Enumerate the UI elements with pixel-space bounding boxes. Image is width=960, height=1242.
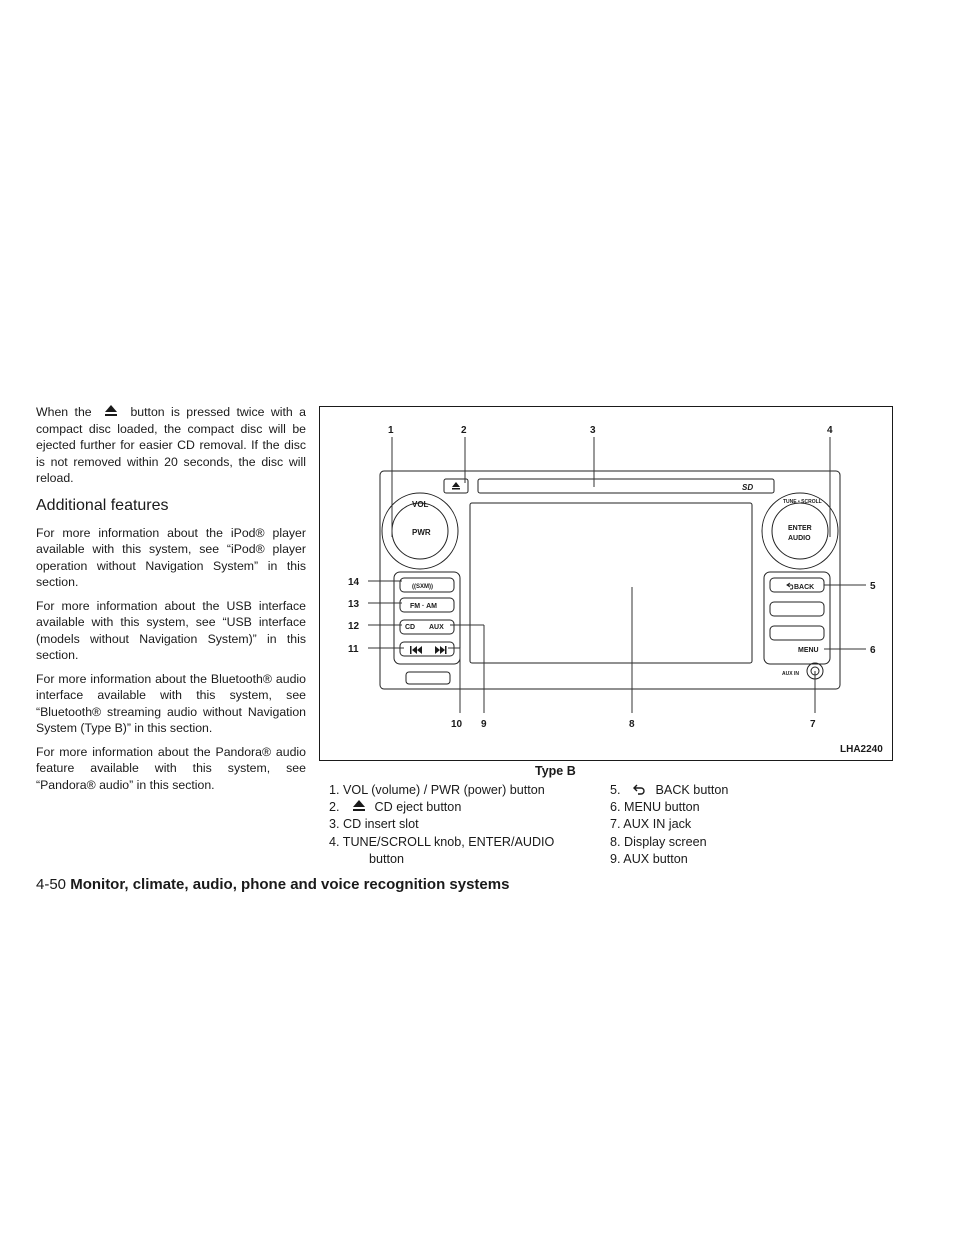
callout-12: 12 xyxy=(348,621,360,632)
sxm-label: ((SXM)) xyxy=(412,584,433,590)
legend-item-6: 6. MENU button xyxy=(610,800,700,815)
legend-item-5 xyxy=(610,782,810,799)
section-title: Additional features xyxy=(36,496,169,514)
legend-item-2 xyxy=(329,799,599,816)
button-blank-right-2 xyxy=(770,626,824,640)
legend-item-8: 8. Display screen xyxy=(610,834,707,849)
legend-left xyxy=(329,782,599,868)
back-arrow-glyph xyxy=(787,583,793,589)
callout-9: 9 xyxy=(481,719,487,730)
button-blank xyxy=(406,672,450,684)
callout-11: 11 xyxy=(348,644,359,655)
legend-item-7: 7. AUX IN jack xyxy=(610,817,692,832)
legend-item-2-text: CD eject button xyxy=(374,800,462,815)
figure-code: LHA2240 xyxy=(840,744,883,755)
paragraph-bluetooth: For more information about the Bluetooth® audio interface available with this system, see “Bluetooth® streaming audio without Navigation System (Type B)” in this section. xyxy=(36,671,306,735)
eject-glyph xyxy=(452,482,460,487)
prev-track-icon xyxy=(412,646,417,654)
callout-2: 2 xyxy=(461,425,467,436)
figure-caption: Type B xyxy=(535,764,576,778)
back-label: BACK xyxy=(794,584,815,591)
aux-in-label: AUX IN xyxy=(782,671,799,677)
callout-13: 13 xyxy=(348,599,360,610)
audio-unit-diagram xyxy=(320,407,892,760)
audio-unit-figure xyxy=(319,406,893,761)
next-track-icon xyxy=(435,646,440,654)
cd-label: CD xyxy=(405,624,416,631)
callout-5: 5 xyxy=(870,581,876,592)
legend-item-5-text: BACK button xyxy=(655,783,729,797)
enter-label: ENTER xyxy=(788,525,812,532)
audio-label: AUDIO xyxy=(788,535,811,542)
pwr-label: PWR xyxy=(412,528,431,537)
callout-7: 7 xyxy=(810,719,816,730)
page-number: 4-50 xyxy=(36,876,67,893)
callout-10: 10 xyxy=(451,719,463,730)
cd-slot-bar xyxy=(478,479,774,493)
legend-item-1: 1. VOL (volume) / PWR (power) button xyxy=(329,783,545,797)
legend-item-2-number: 2. xyxy=(329,800,340,815)
legend-item-4-continued: button xyxy=(369,851,405,866)
sd-label: SD xyxy=(742,483,754,492)
back-arrow-icon xyxy=(624,783,652,795)
callout-6: 6 xyxy=(870,645,876,656)
button-blank-right-1 xyxy=(770,602,824,616)
paragraph-ipod: For more information about the iPod® player available with this system, see “iPod® player operation without Navigation System” in this section. xyxy=(36,525,306,589)
callout-3: 3 xyxy=(590,425,596,436)
display-screen xyxy=(470,503,752,663)
legend-right xyxy=(610,782,810,868)
chapter-title: Monitor, climate, audio, phone and voice recognition systems xyxy=(70,876,510,893)
vol-label: VOL xyxy=(412,500,429,509)
eject-icon xyxy=(343,800,371,812)
callout-14: 14 xyxy=(348,577,360,588)
aux-label: AUX xyxy=(429,624,444,631)
intro-paragraph xyxy=(36,404,306,487)
callout-8: 8 xyxy=(629,719,635,730)
legend-item-4: 4. TUNE/SCROLL knob, ENTER/AUDIO xyxy=(329,834,555,849)
intro-prefix: When the xyxy=(36,405,92,419)
paragraph-usb: For more information about the USB interface available with this system, see “USB interface (models without Navigation System)” in this section. xyxy=(36,598,306,662)
eject-icon xyxy=(98,405,124,417)
legend-item-3: 3. CD insert slot xyxy=(329,817,419,832)
callout-4: 4 xyxy=(827,425,833,436)
tune-scroll-label: TUNE • SCROLL xyxy=(783,499,822,505)
intro-text: button is pressed twice with a compact disc loaded, the compact disc will be ejected further for easier CD removal. If the disc is not removed within 20 seconds, the disc will reload. xyxy=(36,405,306,485)
legend-item-9: 9. AUX button xyxy=(610,851,688,866)
page-footer xyxy=(36,876,509,893)
left-column xyxy=(36,404,306,800)
fm-am-label: FM · AM xyxy=(410,603,437,610)
legend-item-5-number: 5. xyxy=(610,783,621,797)
menu-label: MENU xyxy=(798,647,819,654)
paragraph-pandora: For more information about the Pandora® audio feature available with this system, see “Pandora® audio” in this section. xyxy=(36,744,306,792)
callout-1: 1 xyxy=(388,425,394,436)
